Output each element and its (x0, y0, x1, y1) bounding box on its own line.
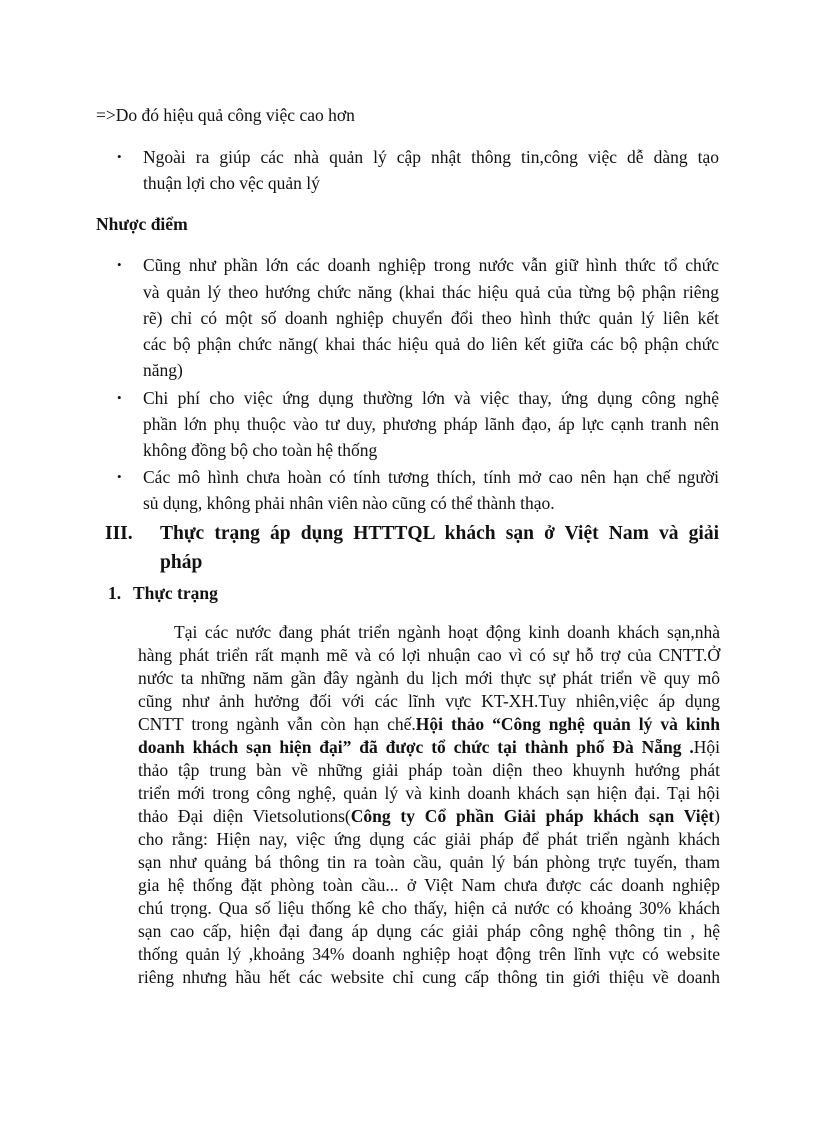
body-line: sạn như quảng bá thông tin ra toàn cầu, quản lý bán phòng trực tuyến, tham (138, 852, 720, 872)
body-line (138, 804, 720, 828)
section-title: Thực trạng áp dụng HTTTQL khách sạn ở Việt Nam và giải (160, 523, 719, 544)
body-line (138, 735, 720, 759)
body-bold-text: Công ty Cổ phần Giải pháp khách sạn Việt (350, 806, 715, 826)
body-line: riêng nhưng hầu hết các website chỉ cung cấp thông tin giới thiệu về doanh (138, 967, 720, 987)
body-line: nước ta những năm gần đây ngành du lịch mới thực sự phát triển về quy mô (138, 668, 720, 688)
body-text: CNTT trong ngành vẫn còn hạn chế. (138, 714, 416, 734)
disadvantage-line: rẽ) chỉ có một số doanh nghiệp chuyển đổi theo hình thức quản lý liên kết (143, 308, 719, 328)
body-bold-text: doanh khách sạn hiện đại” đã được tổ chức tại thành phố Đà Nẵng . (138, 737, 694, 757)
section-title-cont: pháp (160, 552, 203, 573)
body-line (138, 712, 720, 736)
body-line: thống quản lý ,khoảng 34% doanh nghiệp hoạt động trên lĩnh vực có website (138, 944, 720, 964)
advantage-bullet-line: thuận lợi cho vệc quản lý (143, 173, 320, 193)
disadvantage-line: các bộ phận chức năng( khai thác hiệu quả do liên kết giữa các bộ phận chức (143, 334, 719, 354)
body-line: hàng phát triển rất mạnh mẽ và có lợi nhuận cao vì có sự hỗ trợ của CNTT.Ở (138, 645, 720, 665)
intro-line: =>Do đó hiệu quả công việc cao hơn (96, 105, 355, 125)
bullet-icon: • (117, 257, 122, 272)
disadvantage-line: và quản lý theo hướng chức năng (khai thác hiệu quả của từng bộ phận riêng (143, 282, 719, 302)
disadvantages-heading: Nhược điểm (96, 214, 188, 234)
body-line: triển mới trong công nghệ, quản lý và kinh doanh khách sạn hiện đại. Tại hội (138, 783, 720, 803)
body-line: gia hệ thống đặt phòng toàn cầu... ở Việt Nam chưa được các doanh nghiệp (138, 875, 720, 895)
disadvantage-line: phần lớn phụ thuộc vào tư duy, phương pháp lãnh đạo, áp lực cạnh tranh nên (143, 414, 719, 434)
bullet-icon: • (117, 390, 122, 405)
body-line: cũng như ảnh hưởng đối với các lĩnh vực KT-XH.Tuy nhiên,việc áp dụng (138, 691, 720, 711)
body-text: thảo Đại diện Vietsolutions( (138, 806, 351, 826)
disadvantage-line: Các mô hình chưa hoàn có tính tương thích, tính mở cao nên hạn chế người (143, 467, 719, 487)
advantage-bullet-line: Ngoài ra giúp các nhà quản lý cập nhật thông tin,công việc dễ dàng tạo (143, 147, 719, 167)
disadvantage-line: sủ dụng, không phải nhân viên nào cũng có thể thành thạo. (143, 493, 555, 513)
subsection-title: Thực trạng (133, 583, 218, 603)
body-line: thảo tập trung bàn về những giải pháp toàn diện theo khuynh hướng phát (138, 760, 720, 780)
body-line: sạn cao cấp, hiện đại đang áp dụng các giải pháp công nghệ thông tin , hệ (138, 921, 720, 941)
body-bold-text: Hội thảo “Công nghệ quản lý và kinh (415, 714, 720, 734)
body-line: chú trọng. Qua số liệu thống kê cho thấy, hiện cả nước có khoảng 30% khách (138, 898, 720, 918)
body-line: Tại các nước đang phát triển ngành hoạt động kinh doanh khách sạn,nhà (174, 622, 720, 642)
disadvantage-line: Cũng như phần lớn các doanh nghiệp trong nước vẫn giữ hình thức tổ chức (143, 255, 719, 275)
bullet-icon: • (117, 469, 122, 484)
disadvantage-line: Chi phí cho việc ứng dụng thường lớn và việc thay, ứng dụng công nghệ (143, 388, 719, 408)
disadvantage-line: không đồng bộ cho toàn hệ thống (143, 440, 378, 460)
subsection-number: 1. (108, 583, 122, 603)
disadvantage-line: năng) (143, 360, 183, 380)
section-number: III. (105, 523, 133, 544)
bullet-icon: • (117, 149, 122, 164)
body-text: Hội (693, 737, 720, 757)
body-text: ) (714, 806, 720, 826)
body-line: cho rằng: Hiện nay, việc ứng dụng các giải pháp để phát triển ngành khách (138, 829, 720, 849)
